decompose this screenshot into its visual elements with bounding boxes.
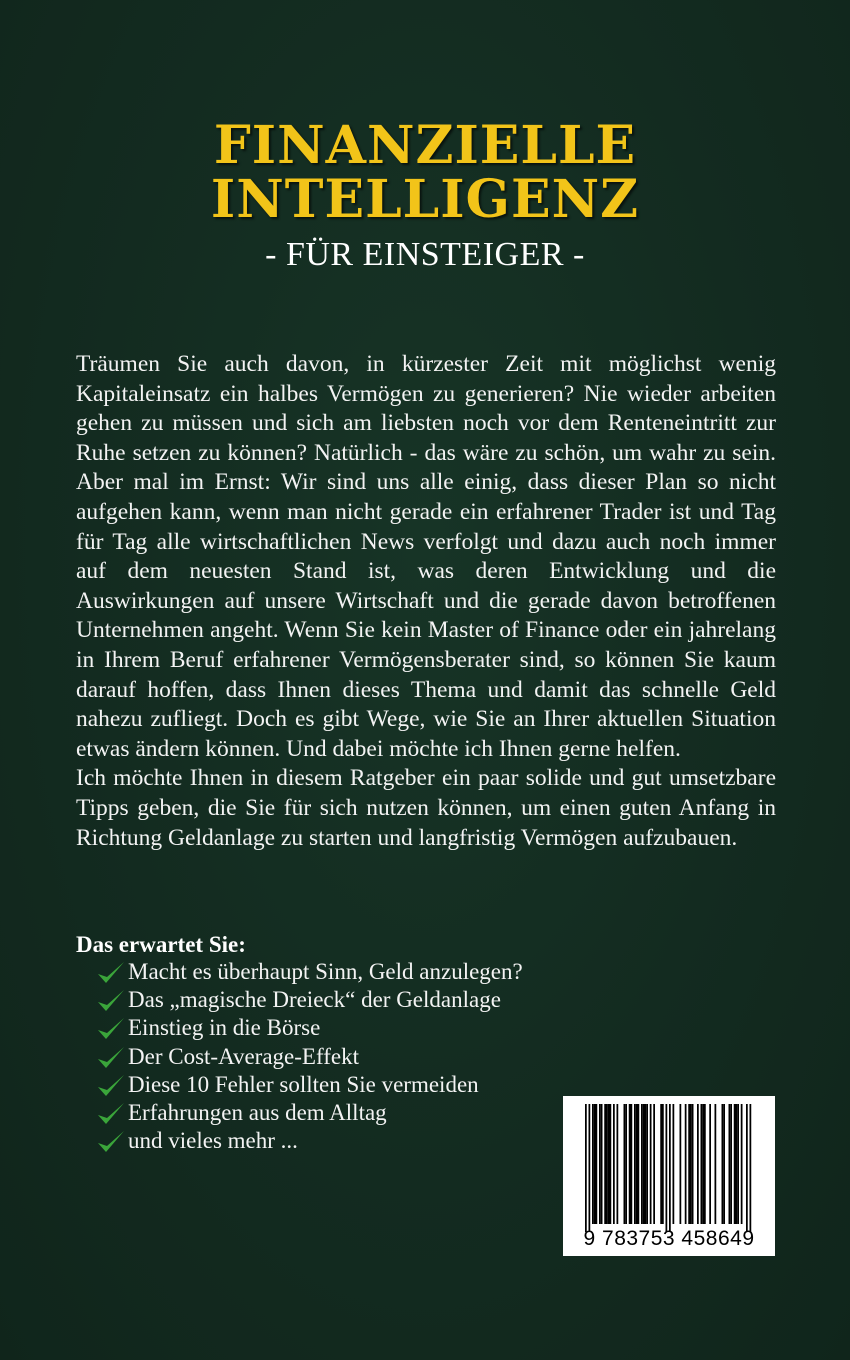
title-line-2: INTELLIGENZ [210, 169, 640, 230]
features-list [96, 958, 523, 1155]
checkmark-icon [96, 1129, 126, 1155]
feature-label: Macht es überhaupt Sinn, Geld anzulegen? [128, 959, 523, 984]
list-item [96, 958, 523, 986]
checkmark-icon [96, 1045, 126, 1071]
list-item [96, 1127, 523, 1155]
feature-label: Erfahrungen aus dem Alltag [128, 1099, 387, 1125]
checkmark-icon [96, 988, 126, 1014]
list-item [96, 1043, 523, 1071]
feature-label: und vieles mehr ... [128, 1128, 298, 1154]
blurb-paragraph-1: Träumen Sie auch davon, in kürzester Zeit mit möglichst wenig Kapitaleinsatz ein halbes Vermögen zu generieren? Nie wieder arbeiten gehen zu müssen und sich am liebsten noch vor dem Renteneintritt zur Ruhe setzen zu können? Natürlich - das wäre zu schön, um wahr zu sein. Aber mal im Ernst: Wir sind uns alle einig, dass dieser Plan so nicht aufgehen kann, wenn man nicht gerade ein erfahrener Trader ist und Tag für Tag alle wirtschaftlichen News verfolgt und dazu auch noch immer auf dem neuesten Stand ist, was deren Entwicklung und die Auswirkungen auf unsere Wirtschaft und die gerade davon betroffenen Unternehmen angeht. Wenn Sie kein Master of Finance oder ein jahrelang in Ihrem Beruf erfahrener Vermögensberater sind, so können Sie kaum darauf hoffen, dass Ihnen dieses Thema und damit das schnelle Geld nahezu zufliegt. Doch es gibt Wege, wie Sie an Ihrer aktuellen Situation etwas ändern können. Und dabei möchte ich Ihnen gerne helfen. [76, 351, 776, 762]
checkmark-icon [96, 1016, 126, 1042]
list-item [96, 1099, 523, 1127]
list-item [96, 986, 523, 1014]
feature-label: Der Cost-Average-Effekt [128, 1043, 359, 1069]
list-item [96, 1014, 523, 1042]
title-line-1: FINANZIELLE [213, 115, 637, 176]
features-heading: Das erwartet Sie: [76, 932, 246, 957]
checkmark-icon [96, 1101, 126, 1127]
isbn-number: 9 783753 458649 [583, 1227, 755, 1250]
feature-label: Das „magische Dreieck“ der Geldanlage [128, 987, 501, 1013]
checkmark-icon [96, 960, 126, 986]
feature-label: Diese 10 Fehler sollten Sie vermeiden [128, 1071, 479, 1097]
feature-label: Einstieg in die Börse [128, 1015, 321, 1041]
subtitle: - FÜR EINSTEIGER - [265, 236, 585, 273]
checkmark-icon [96, 1073, 126, 1099]
list-item [96, 1071, 523, 1099]
isbn-barcode [563, 1096, 775, 1256]
blurb-text [76, 350, 776, 853]
blurb-paragraph-2: Ich möchte Ihnen in diesem Ratgeber ein paar solide und gut umsetzbare Tipps geben, die Sie für sich nutzen können, um einen guten Anfang in Richtung Geldanlage zu starten und langfristig Vermögen aufzubauen. [76, 765, 776, 851]
